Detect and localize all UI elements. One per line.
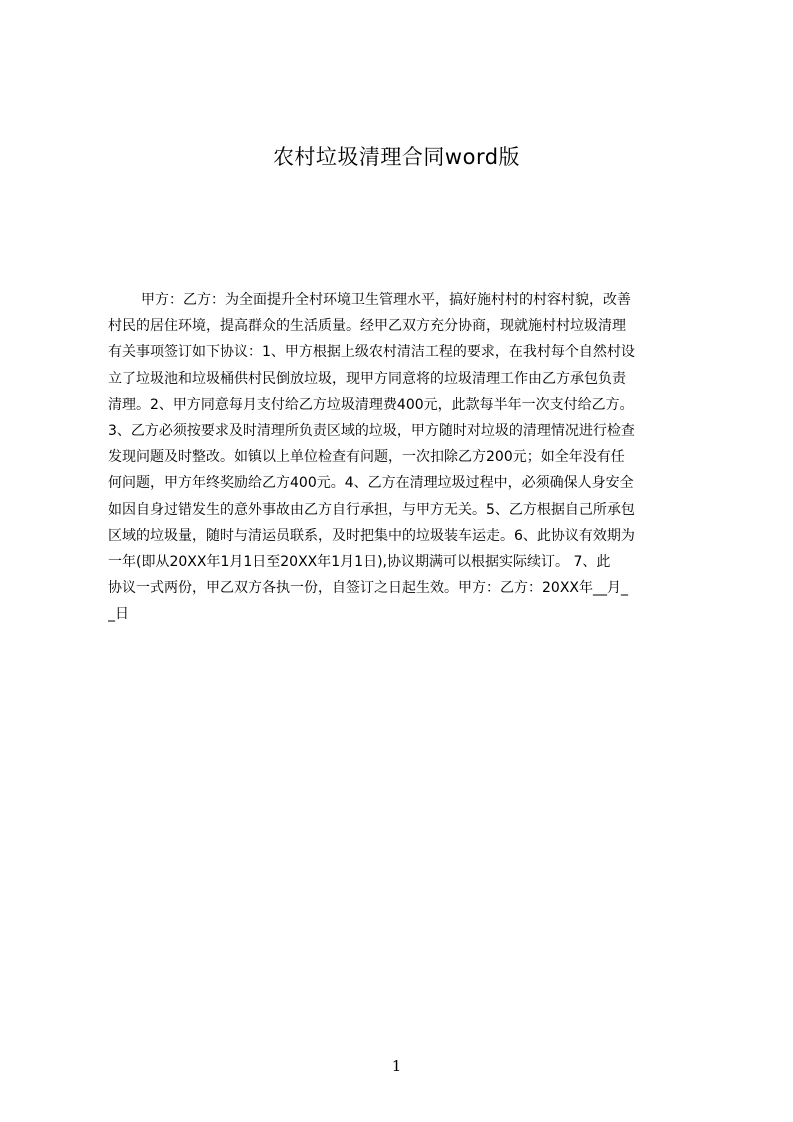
body-line: 协议一式两份，甲乙双方各执一份，自签订之日起生效。甲方：乙方：20XX年__月_ bbox=[108, 580, 628, 597]
body-line: 3、乙方必须按要求及时清理所负责区域的垃圾，甲方随时对垃圾的清理情况进行检查 bbox=[108, 422, 635, 439]
body-line: 一年(即从20XX年1月1日至20XX年1月1日),协议期满可以根据实际续订。 7、此 bbox=[108, 553, 611, 570]
body-line: 区域的垃圾量，随时与清运员联系，及时把集中的垃圾装车运走。6、此协议有效期为 bbox=[108, 527, 635, 544]
document-title: 农村垃圾清理合同word版 bbox=[272, 145, 521, 169]
body-line: 村民的居住环境，提高群众的生活质量。经甲乙双方充分协商，现就施村村垃圾清理 bbox=[108, 318, 626, 335]
body-line: 如因自身过错发生的意外事故由乙方自行承担，与甲方无关。5、乙方根据自己所承包 bbox=[108, 501, 635, 518]
body-line: 有关事项签订如下协议：1、甲方根据上级农村清洁工程的要求，在我村每个自然村设 bbox=[108, 344, 635, 361]
body-line: 何问题，甲方年终奖励给乙方400元。4、乙方在清理垃圾过程中，必须确保人身安全 bbox=[108, 475, 634, 492]
body-line: 发现问题及时整改。如镇以上单位检查有问题，一次扣除乙方200元；如全年没有任 bbox=[108, 449, 625, 466]
body-line: _日 bbox=[108, 606, 129, 623]
document-body bbox=[108, 287, 708, 647]
body-line: 甲方：乙方：为全面提升全村环境卫生管理水平，搞好施村村的村容村貌，改善 bbox=[141, 292, 631, 308]
body-line: 立了垃圾池和垃圾桶供村民倒放垃圾，现甲方同意将的垃圾清理工作由乙方承包负责 bbox=[108, 370, 626, 387]
page-number: 1 bbox=[391, 1057, 402, 1075]
body-line: 清理。2、甲方同意每月支付给乙方垃圾清理费400元，此款每半年一次支付给乙方。 bbox=[108, 396, 634, 413]
